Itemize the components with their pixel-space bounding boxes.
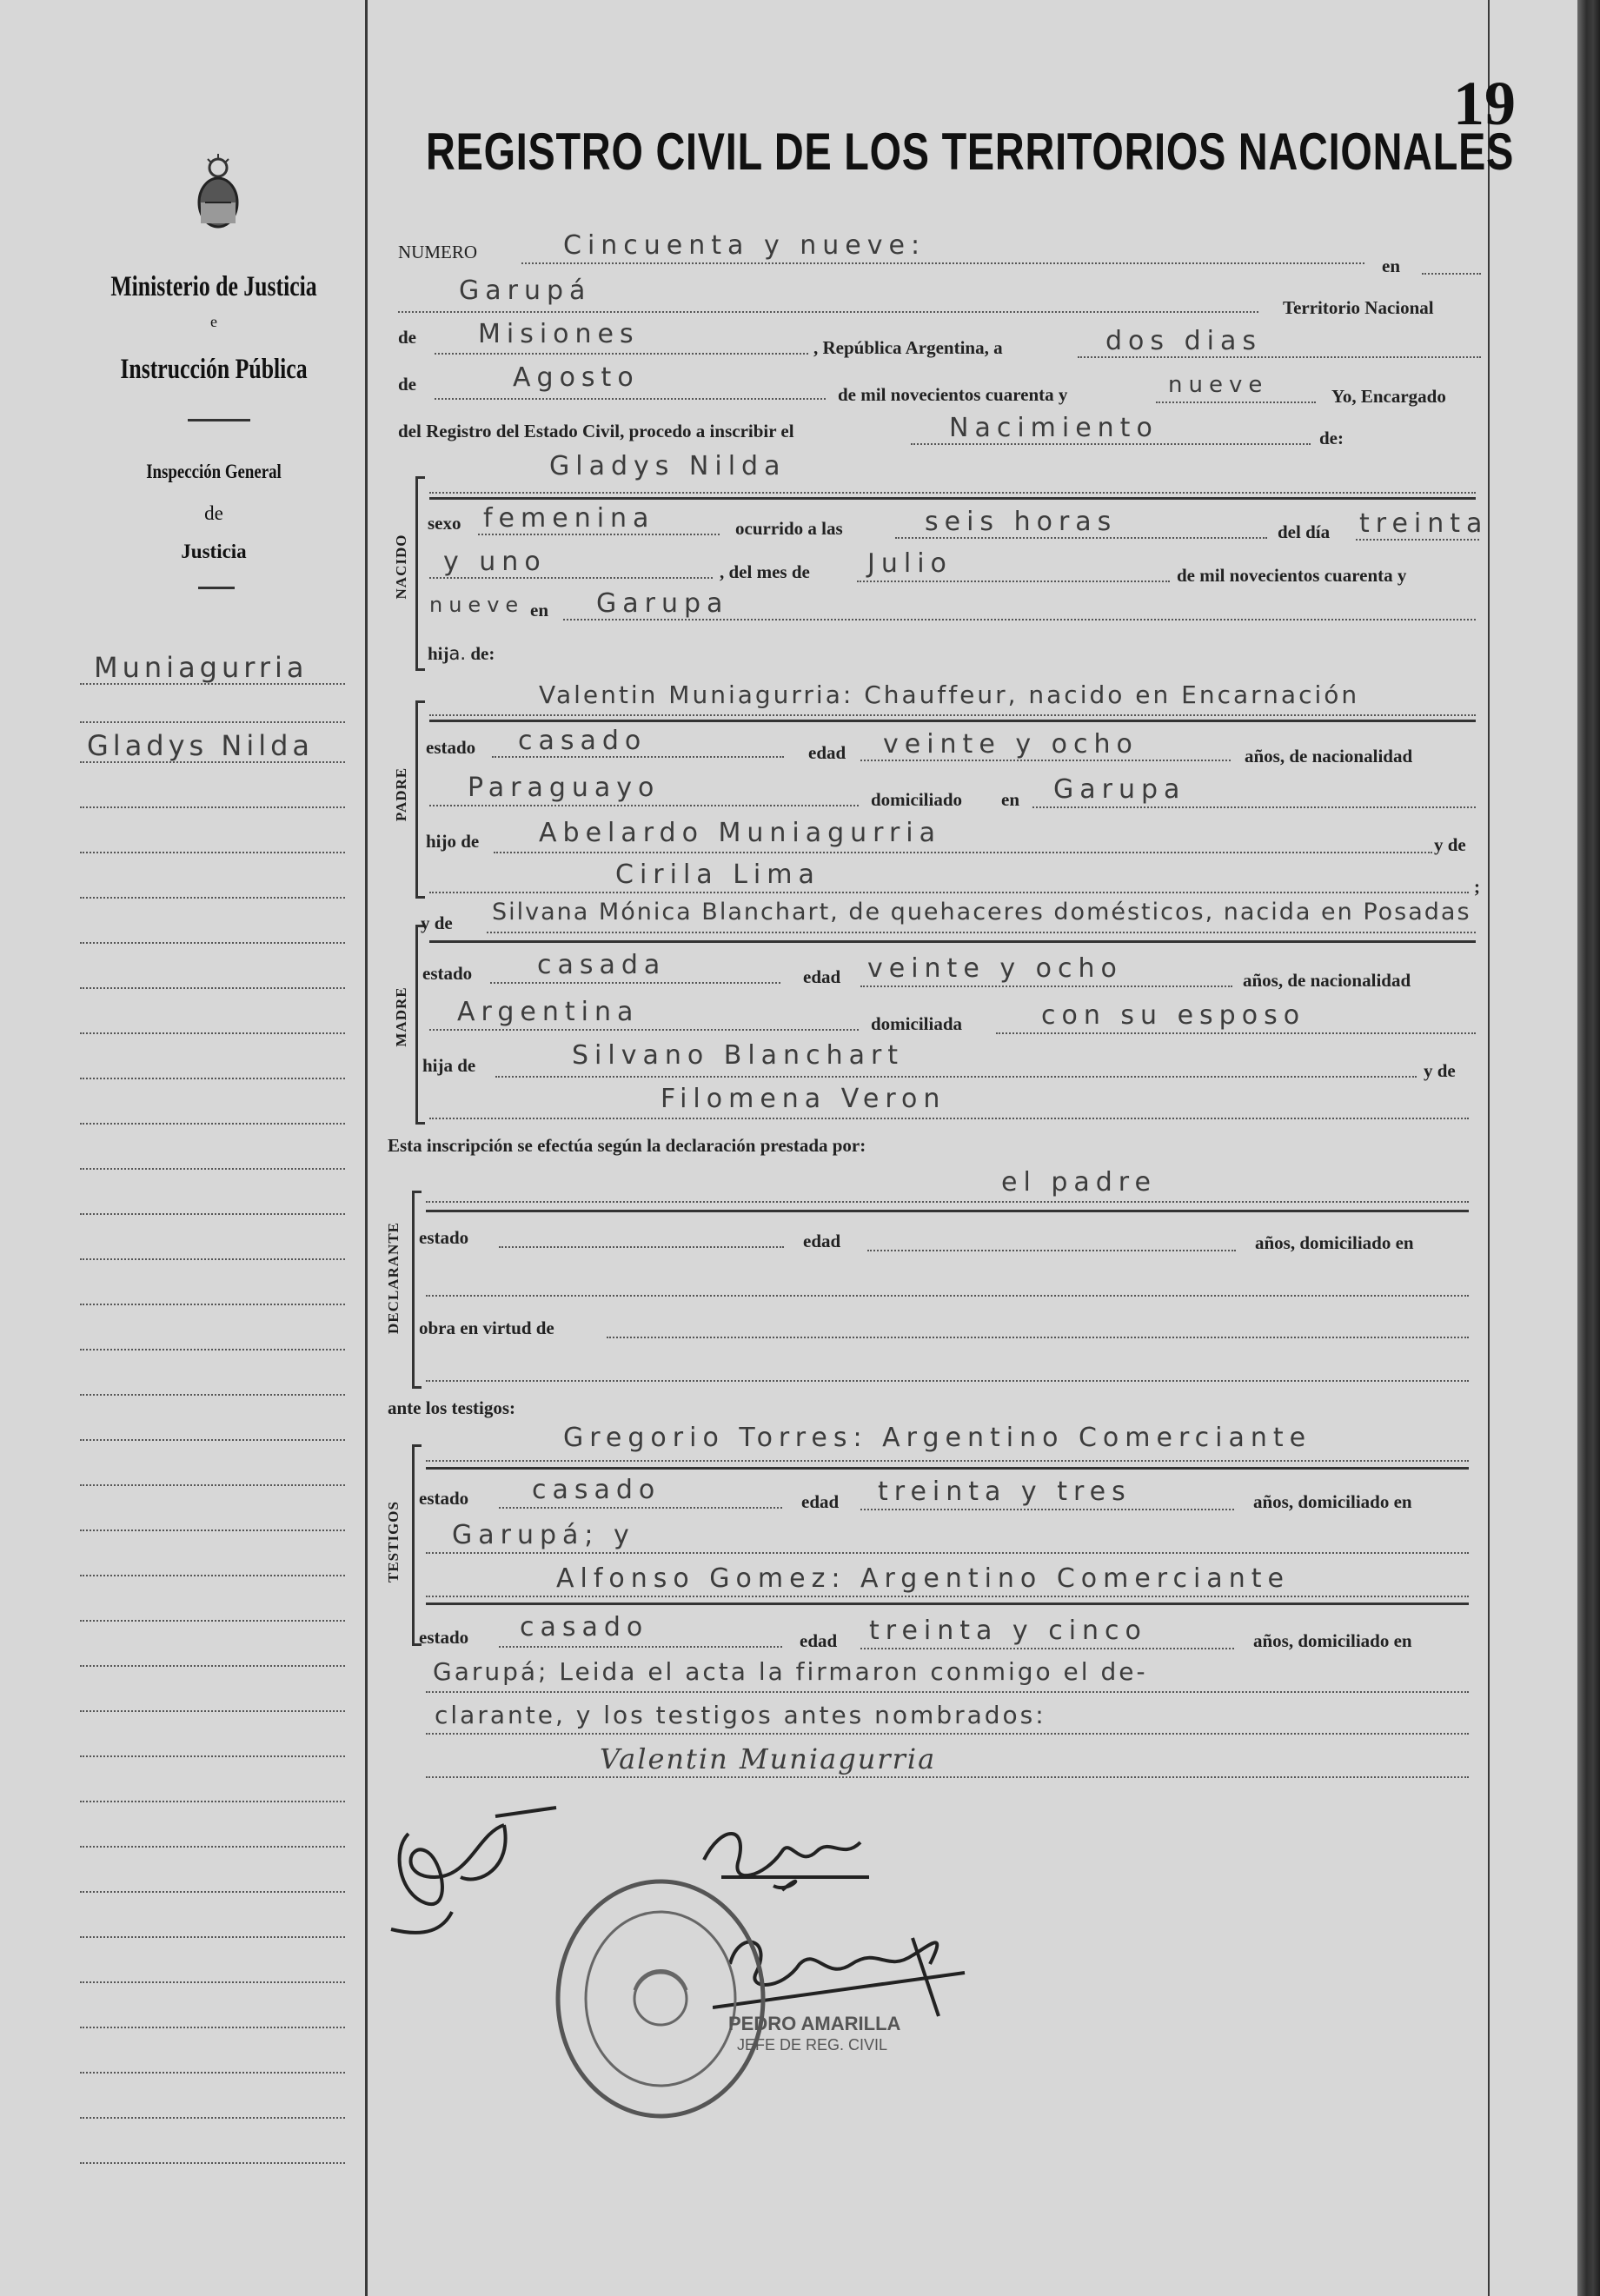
lugar-nac-value: Garupa	[596, 588, 729, 619]
label-y-de-2: y de	[1424, 1060, 1456, 1081]
label-territorio: Territorio Nacional	[1283, 297, 1434, 318]
label-testigo1-edad: edad	[801, 1491, 840, 1512]
label-semicolon: ;	[1474, 876, 1480, 897]
testigo2-estado-value: casado	[520, 1612, 649, 1642]
padre-edad-line	[860, 760, 1231, 761]
padre-domicilio-value: Garupa	[1053, 774, 1186, 805]
ministry-line1: Ministerio de Justicia	[110, 271, 317, 302]
abuela-paterna-value: Cirila Lima	[615, 859, 820, 890]
cierre-value-2: clarante, y los testigos antes nombrados:	[435, 1701, 1046, 1729]
firma-padre: Valentin Muniagurria	[600, 1742, 937, 1775]
testigo2-estado-line	[499, 1646, 782, 1648]
madre-nacionalidad-line	[429, 1029, 859, 1031]
hora-value: seis horas	[925, 507, 1118, 537]
dia-nac-2-line	[429, 577, 713, 579]
signature-witness-1-icon	[374, 1799, 565, 1947]
ministry-line2: e	[210, 313, 217, 330]
madre-nacionalidad-value: Argentina	[457, 997, 640, 1027]
fecha-dia-value: dos dias	[1105, 326, 1262, 356]
madre-domicilio-line	[996, 1032, 1476, 1034]
label-hij: hij	[428, 643, 449, 664]
madre-edad-value: veinte y ocho	[867, 953, 1123, 984]
acto-value: Nacimiento	[949, 413, 1159, 443]
right-border	[1488, 0, 1490, 2296]
label-de-puntos: de:	[1319, 428, 1344, 448]
abuelo-materno-value: Silvano Blanchart	[572, 1040, 905, 1071]
label-testigos: ante los testigos:	[388, 1397, 515, 1418]
firma-line	[426, 1776, 1469, 1778]
side-nacido: NACIDO	[393, 534, 409, 600]
label-del-dia: del día	[1278, 521, 1331, 542]
dia-nac-line	[1356, 539, 1479, 541]
testigo1-domicilio-line	[426, 1552, 1469, 1554]
declarante-line	[426, 1201, 1469, 1203]
provincia-value: Misiones	[478, 319, 640, 349]
label-padre-en: en	[1001, 789, 1019, 810]
side-declarante: DECLARANTE	[385, 1221, 402, 1334]
label-padre-domiciliado: domiciliado	[871, 789, 963, 810]
padre-line	[429, 714, 1476, 716]
label-declarante-estado: estado	[419, 1227, 469, 1248]
inspection-line1: Inspección General	[146, 461, 282, 482]
padre-nacionalidad-value: Paraguayo	[468, 773, 661, 803]
testigo2-value: Alfonso Gomez: Argentino Comerciante	[556, 1563, 1290, 1594]
book-binding	[1577, 0, 1600, 2296]
nacido-rule	[429, 497, 1476, 500]
fecha-anio-value: nueve	[1168, 372, 1269, 398]
nacido-bracket	[415, 476, 425, 671]
testigo2-rule	[426, 1603, 1469, 1605]
label-sexo: sexo	[428, 513, 461, 534]
label-testigo2-domicilio: años, domiciliado en	[1253, 1630, 1412, 1651]
label-ocurrido: ocurrido a las	[735, 518, 843, 539]
en-line	[1422, 273, 1481, 275]
label-y-de-1: y de	[1434, 834, 1466, 855]
nombre-value: Gladys Nilda	[549, 451, 787, 481]
obra-line	[607, 1337, 1469, 1338]
madre-estado-value: casada	[537, 950, 667, 980]
madre-bracket	[415, 925, 425, 1125]
label-hija-de: hija. de:	[428, 643, 495, 664]
testigo1-edad-line	[860, 1509, 1234, 1510]
label-padre-estado: estado	[426, 737, 476, 758]
localidad-value: Garupá	[459, 275, 592, 306]
padre-rule	[429, 720, 1476, 722]
declarante-bracket	[412, 1191, 422, 1389]
label-en-lugar: en	[530, 600, 548, 620]
margin-rule-2	[198, 587, 235, 589]
label-declarante-edad: edad	[803, 1231, 841, 1251]
abuelo-paterno-line	[494, 852, 1432, 853]
cierre-line-2	[426, 1733, 1469, 1735]
margin-surname: Muniagurria	[94, 651, 309, 684]
madre-domicilio-value: con su esposo	[1041, 1000, 1306, 1031]
nombre-line	[429, 492, 1476, 494]
hora-line	[895, 537, 1267, 539]
padre-value: Valentin Muniagurria: Chauffeur, nacido en Encarnación	[539, 680, 1360, 709]
testigo1-estado-line	[499, 1507, 782, 1509]
fecha-anio-line	[1156, 401, 1316, 403]
numero-value: Cincuenta y nueve:	[563, 230, 926, 261]
label-testigo2-estado: estado	[419, 1627, 469, 1648]
testigo2-edad-line	[860, 1648, 1234, 1649]
testigo1-value: Gregorio Torres: Argentino Comerciante	[563, 1423, 1312, 1453]
obra-line-2	[426, 1380, 1469, 1382]
madre-edad-line	[860, 985, 1232, 987]
padre-nacionalidad-line	[429, 805, 859, 806]
label-de-mes: de	[398, 374, 416, 395]
label-obra: obra en virtud de	[419, 1317, 554, 1338]
label-padre-nacionalidad: años, de nacionalidad	[1245, 746, 1413, 766]
declarante-edad-line	[867, 1250, 1236, 1251]
margin-rule	[188, 419, 250, 421]
label-de-provincia: de	[398, 327, 416, 348]
testigo1-domicilio-value: Garupá; y	[452, 1520, 635, 1550]
official-stamp-icon	[548, 1868, 773, 2129]
padre-estado-line	[492, 756, 784, 758]
testigo1-edad-value: treinta y tres	[878, 1476, 1132, 1507]
fecha-mes-line	[435, 398, 826, 400]
seal-name: PEDRO AMARILLA	[728, 2013, 901, 2034]
localidad-line	[398, 311, 1258, 313]
madre-rule	[429, 940, 1476, 943]
label-testigo1-estado: estado	[419, 1488, 469, 1509]
label-madre-domiciliada: domiciliada	[871, 1013, 963, 1034]
abuelo-materno-line	[495, 1076, 1417, 1078]
abuela-paterna-line	[429, 892, 1469, 893]
declarante-domicilio-line	[426, 1295, 1469, 1297]
label-yo: Yo, Encargado	[1331, 386, 1446, 407]
page-number: 19	[1453, 69, 1516, 138]
label-declaracion: Esta inscripción se efectúa según la declaración prestada por:	[388, 1135, 866, 1156]
declarante-rule	[426, 1210, 1469, 1212]
anio-nac-value: nueve	[429, 593, 525, 617]
padre-bracket	[415, 700, 425, 899]
inspection-line2: de	[204, 502, 223, 524]
abuela-materna-line	[429, 1118, 1469, 1119]
testigo2-line	[426, 1596, 1469, 1597]
cierre-value-1: Garupá; Leida el acta la firmaron conmigo el de-	[433, 1657, 1148, 1686]
label-de-tail: de:	[470, 643, 495, 664]
label-mil-cuarenta: de mil novecientos cuarenta y	[1177, 565, 1407, 586]
margin-given-names: Gladys Nilda	[87, 729, 315, 762]
cierre-line-1	[426, 1691, 1469, 1693]
inspection-line3: Justicia	[181, 541, 247, 562]
label-del-registro: del Registro del Estado Civil, procedo a inscribir el	[398, 421, 794, 441]
seal-role: JEFE DE REG. CIVIL	[737, 2036, 888, 2054]
acto-line	[911, 443, 1311, 445]
mes-nac-line	[857, 581, 1170, 582]
label-testigo2-edad: edad	[800, 1630, 838, 1651]
dia-nac-value-1: treinta	[1359, 508, 1489, 539]
label-madre-estado: estado	[422, 963, 473, 984]
testigo2-edad-value: treinta y cinco	[869, 1616, 1147, 1646]
label-madre-edad: edad	[803, 966, 841, 987]
label-en: en	[1382, 255, 1400, 276]
provincia-line	[435, 353, 808, 355]
ministry-line3: Instrucción Pública	[120, 354, 308, 385]
label-padre-edad: edad	[808, 742, 846, 763]
label-y-de-madre: y de	[421, 912, 453, 933]
declarante-value: el padre	[1001, 1167, 1157, 1198]
label-de-mil: de mil novecientos cuarenta y	[838, 384, 1068, 405]
page-title: REGISTRO CIVIL DE LOS TERRITORIOS NACIONALES	[426, 123, 1515, 181]
mes-nac-value: Julio	[867, 548, 953, 579]
fecha-mes-value: Agosto	[513, 362, 640, 393]
dia-nac-value-2: y uno	[443, 547, 547, 577]
label-hijo-de: hijo de	[426, 831, 480, 852]
label-testigo1-domicilio: años, domiciliado en	[1253, 1491, 1412, 1512]
declarante-estado-line	[499, 1246, 784, 1248]
label-numero: NUMERO	[398, 242, 478, 262]
abuelo-paterno-value: Abelardo Muniagurria	[539, 818, 942, 848]
madre-line	[487, 932, 1476, 933]
testigo1-rule	[426, 1467, 1469, 1470]
label-declarante-domicilio: años, domiciliado en	[1255, 1232, 1414, 1253]
label-republica: , República Argentina, a	[813, 337, 1003, 358]
side-madre: MADRE	[393, 986, 409, 1047]
testigo1-estado-value: casado	[532, 1475, 661, 1505]
padre-estado-value: casado	[518, 726, 647, 756]
sexo-value: femenina	[483, 503, 655, 534]
testigos-bracket	[412, 1444, 422, 1646]
testigo1-line	[426, 1460, 1469, 1462]
madre-estado-line	[490, 982, 780, 984]
label-del-mes: , del mes de	[720, 561, 810, 582]
padre-edad-value: veinte y ocho	[883, 729, 1139, 760]
coat-of-arms-icon	[193, 152, 243, 230]
abuela-materna-value: Filomena Veron	[661, 1084, 946, 1114]
lugar-nac-line	[563, 619, 1476, 620]
label-madre-nacionalidad: años, de nacionalidad	[1243, 970, 1411, 991]
label-hija-de-madre: hija de	[422, 1055, 476, 1076]
padre-domicilio-line	[1032, 806, 1476, 808]
side-testigos: TESTIGOS	[385, 1501, 402, 1583]
madre-value: Silvana Mónica Blanchart, de quehaceres domésticos, nacida en Posadas	[492, 899, 1471, 926]
sexo-line	[478, 534, 720, 535]
numero-line	[521, 262, 1364, 264]
fecha-dia-line	[1078, 356, 1481, 358]
margin-divider	[365, 0, 368, 2296]
side-padre: PADRE	[393, 766, 409, 822]
